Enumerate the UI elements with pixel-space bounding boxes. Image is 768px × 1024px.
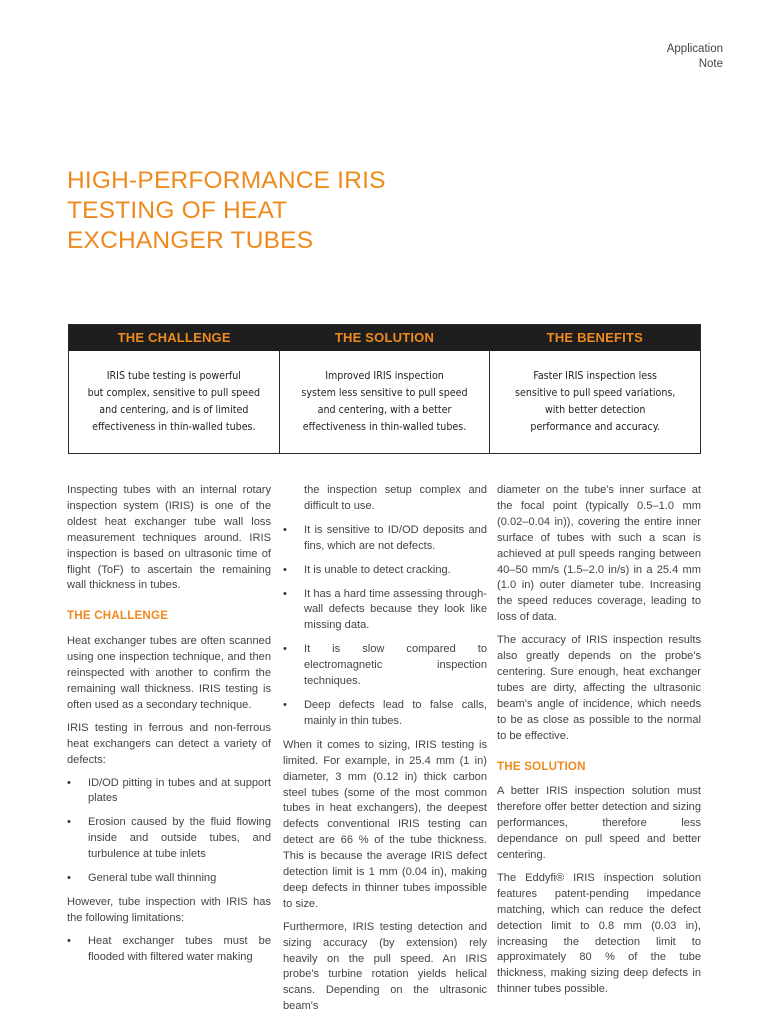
challenge-paragraph-2: IRIS testing in ferrous and non-ferrous heat exchangers can detect a variety of defects: xyxy=(67,721,271,766)
section-heading-solution: THE SOLUTION xyxy=(497,759,586,773)
header-challenge: THE CHALLENGE xyxy=(117,330,231,345)
summary-table-body xyxy=(69,351,700,453)
list-item: • Deep defects lead to false calls, mainly in thin tubes. xyxy=(283,698,487,730)
challenge-paragraph-1: Heat exchanger tubes are often scanned using one inspection technique, and then reinspected with another to confirm the remaining wall thickness. IRIS testing is often used as a secondary technique. xyxy=(67,635,271,711)
intro-paragraph: Inspecting tubes with an internal rotary inspection system (IRIS) is one of the oldest heat exchanger tube wall loss measurement techniques around. IRIS inspection is based on ultrasonic time of flight (ToF) to ascertain the remaining wall thickness in tubes. xyxy=(67,484,271,592)
list-item: • Erosion caused by the fluid flowing inside and outside tubes, and turbulence at tube inlets xyxy=(67,815,271,863)
list-item: • General tube wall thinning xyxy=(67,871,271,887)
solution-paragraph-1: A better IRIS inspection solution must therefore offer better detection and sizing performances, therefore less dependance on pull speed and better centering. xyxy=(497,785,701,862)
limitations-list xyxy=(67,934,271,966)
list-item: • It is sensitive to ID/OD deposits and fins, which are not defects. xyxy=(283,523,487,555)
page-title xyxy=(67,166,487,256)
list-item: • ID/OD pitting in tubes and at support plates xyxy=(67,776,271,808)
title-line2: TESTING OF HEAT xyxy=(67,197,288,224)
list-item: • Heat exchanger tubes must be flooded with filtered water making xyxy=(67,934,271,966)
summary-table xyxy=(68,324,701,454)
document-type-line2: Note xyxy=(698,58,723,70)
sizing-paragraph: When it comes to sizing, IRIS testing is limited. For example, in 25.4 mm (1 in) diameter, 3 mm (0.12 in) thick carbon steel tubes (some of the most common tubes in heat exchangers), the deepest defects conventional IRIS testing can detect are 66 % of the tube thickness. This is because the average IRIS defect detection limit is 1 mm (0.04 in), making deep defects in thinner tubes impossible to size. xyxy=(283,738,487,910)
limitations-list-continued xyxy=(283,483,487,730)
title-line1: HIGH-PERFORMANCE IRIS xyxy=(67,167,386,194)
list-item: the inspection setup complex and difficult to use. xyxy=(304,484,487,512)
document-type-line1: Application xyxy=(666,43,723,55)
title-line3: EXCHANGER TUBES xyxy=(67,227,314,254)
document-type-label xyxy=(667,42,723,72)
text-column-2 xyxy=(283,483,487,1022)
list-item: • It is slow compared to electromagnetic inspection techniques. xyxy=(283,642,487,690)
challenge-paragraph-3: However, tube inspection with IRIS has the following limitations: xyxy=(67,895,271,924)
text-column-3 xyxy=(497,483,701,1005)
list-item: • It is unable to detect cracking. xyxy=(283,563,487,579)
solution-paragraph-2: The Eddyfi® IRIS inspection solution features patent-pending impedance matching, which can reduce the defect detection limit to 0.8 mm (0.03 in), increasing the detection limit to approximately 80 % of the tube thickness, making sizing deep defects in thinner tubes possible. xyxy=(497,871,701,996)
centering-paragraph: The accuracy of IRIS inspection results also greatly depends on the probe's centering. Sure enough, heat exchanger tubes are dirty, affecting the ultrasonic beam's angle of incidence, which needs to be as close as possible to the normal to be effective. xyxy=(497,634,701,742)
coverage-paragraph: diameter on the tube's inner surface at the focal point (typically 0.5–1.0 mm (0.02–0.04 in)), covering the entire inner surface of tubes with such a scan is achieved at pull speeds ranging between 40–50 mm/s (1.5–2.0 in/s) in a 25.4 mm (1.0 in) outer diameter tube. Increasing the speed reduces coverage, leading to loss of data. xyxy=(497,484,701,624)
header-solution: THE SOLUTION xyxy=(334,330,435,345)
summary-table-header xyxy=(69,325,700,351)
section-heading-challenge: THE CHALLENGE xyxy=(67,609,169,623)
text-column-1 xyxy=(67,483,271,974)
cell-benefits: Faster IRIS inspection less sensitive to pull speed variations, with better detection performance and accuracy. xyxy=(514,370,676,433)
cell-solution: Improved IRIS inspection system less sensitive to pull speed and centering, with a better effectiveness in thin-walled tubes. xyxy=(280,351,491,453)
cell-challenge: IRIS tube testing is powerful but complex, sensitive to pull speed and centering, and is of limited effectiveness in thin-walled tubes. xyxy=(69,351,280,453)
defect-list xyxy=(67,776,271,887)
list-item: • It has a hard time assessing through-wall defects because they look like missing data. xyxy=(283,587,487,635)
pull-speed-paragraph: Furthermore, IRIS testing detection and sizing accuracy (by extension) rely heavily on the pull speed. An IRIS probe's turbine rotation yields helical scans. Depending on the ultrasonic beam's xyxy=(283,920,487,1013)
header-benefits: THE BENEFITS xyxy=(546,330,643,345)
